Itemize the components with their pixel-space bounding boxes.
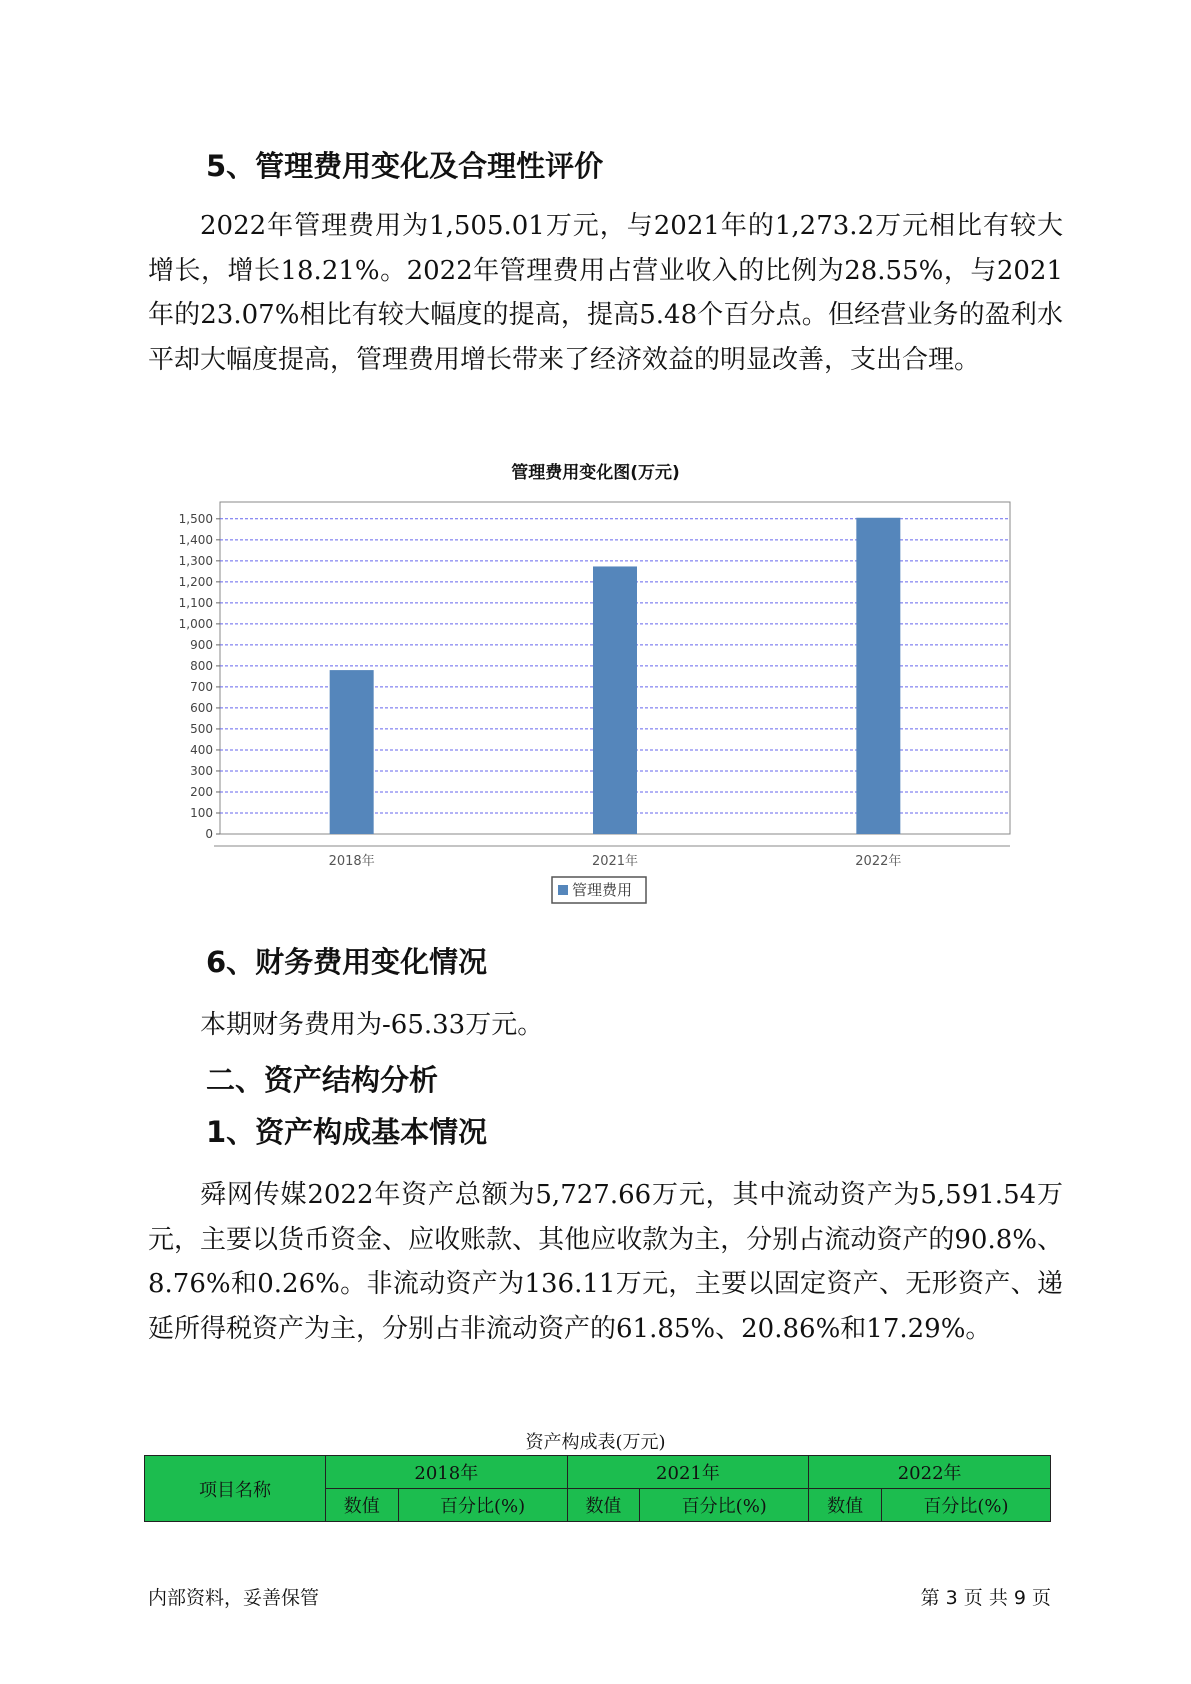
- percent-header: 百分比(%): [398, 1489, 567, 1522]
- asset-composition-table: [144, 1455, 1051, 1522]
- value-header: 数值: [567, 1489, 640, 1522]
- y-tick-label: 300: [190, 763, 213, 778]
- y-tick-label: 100: [190, 805, 213, 820]
- table-header-row: [145, 1456, 1051, 1489]
- y-tick-label: 700: [190, 679, 213, 694]
- table-caption: 资产构成表(万元): [525, 1432, 666, 1453]
- y-tick-label: 1,100: [178, 595, 213, 610]
- finance-expense-paragraph: 本期财务费用为-65.33万元。: [200, 1010, 544, 1040]
- item-name-header: 项目名称: [145, 1456, 326, 1522]
- y-tick-label: 1,300: [178, 553, 213, 568]
- y-tick-label: 900: [190, 637, 213, 652]
- year-header-2018: 2018年: [326, 1456, 568, 1489]
- y-tick-label: 500: [190, 721, 213, 736]
- y-tick-label: 1,000: [178, 616, 213, 631]
- x-tick-label: 2018年: [328, 854, 375, 869]
- value-header: 数值: [326, 1489, 399, 1522]
- chart-title: 管理费用变化图(万元): [511, 463, 680, 483]
- footer-page-number: 第 3 页 共 9 页: [920, 1587, 1051, 1609]
- section-heading-finance-expense: 6、财务费用变化情况: [206, 945, 488, 979]
- admin-expense-paragraph: 2022年管理费用为1,505.01万元，与2021年的1,273.2万元相比有较大增长，增长18.21%。2022年管理费用占营业收入的比例为28.55%，与2021年的23.07%相比有较大幅度的提高，提高5.48个百分点。但经营业务的盈利水平却大幅度提高，管理费用增长带来了经济效益的明显改善，支出合理。: [148, 211, 1063, 375]
- value-header: 数值: [809, 1489, 882, 1522]
- y-tick-label: 1,400: [178, 532, 213, 547]
- bar: [856, 518, 900, 834]
- asset-composition-paragraph: 舜网传媒2022年资产总额为5,727.66万元，其中流动资产为5,591.54万元，主要以货币资金、应收账款、其他应收款为主，分别占流动资产的90.8%、8.76%和0.26%。非流动资产为136.11万元，主要以固定资产、无形资产、递延所得税资产为主，分别占非流动资产的61.85%、20.86%和17.29%。: [148, 1180, 1063, 1344]
- y-tick-label: 200: [190, 784, 213, 799]
- percent-header: 百分比(%): [881, 1489, 1050, 1522]
- y-tick-label: 1,500: [178, 511, 213, 526]
- bar: [330, 670, 374, 834]
- section-heading-asset-composition: 1、资产构成基本情况: [206, 1115, 488, 1149]
- x-tick-label: 2022年: [855, 854, 902, 869]
- bar: [593, 566, 637, 834]
- y-tick-label: 1,200: [178, 574, 213, 589]
- percent-header: 百分比(%): [640, 1489, 809, 1522]
- y-tick-label: 800: [190, 658, 213, 673]
- legend-swatch: [558, 885, 568, 895]
- y-tick-label: 400: [190, 742, 213, 757]
- y-tick-label: 600: [190, 700, 213, 715]
- x-tick-label: 2021年: [591, 854, 639, 869]
- footer-confidential-note: 内部资料，妥善保管: [148, 1587, 320, 1609]
- legend-label: 管理费用: [572, 881, 633, 899]
- section-heading-asset-structure: 二、资产结构分析: [206, 1063, 439, 1097]
- section-heading-admin-expense: 5、管理费用变化及合理性评价: [206, 149, 604, 183]
- year-header-2022: 2022年: [809, 1456, 1051, 1489]
- year-header-2021: 2021年: [567, 1456, 809, 1489]
- y-tick-label: 0: [205, 827, 213, 841]
